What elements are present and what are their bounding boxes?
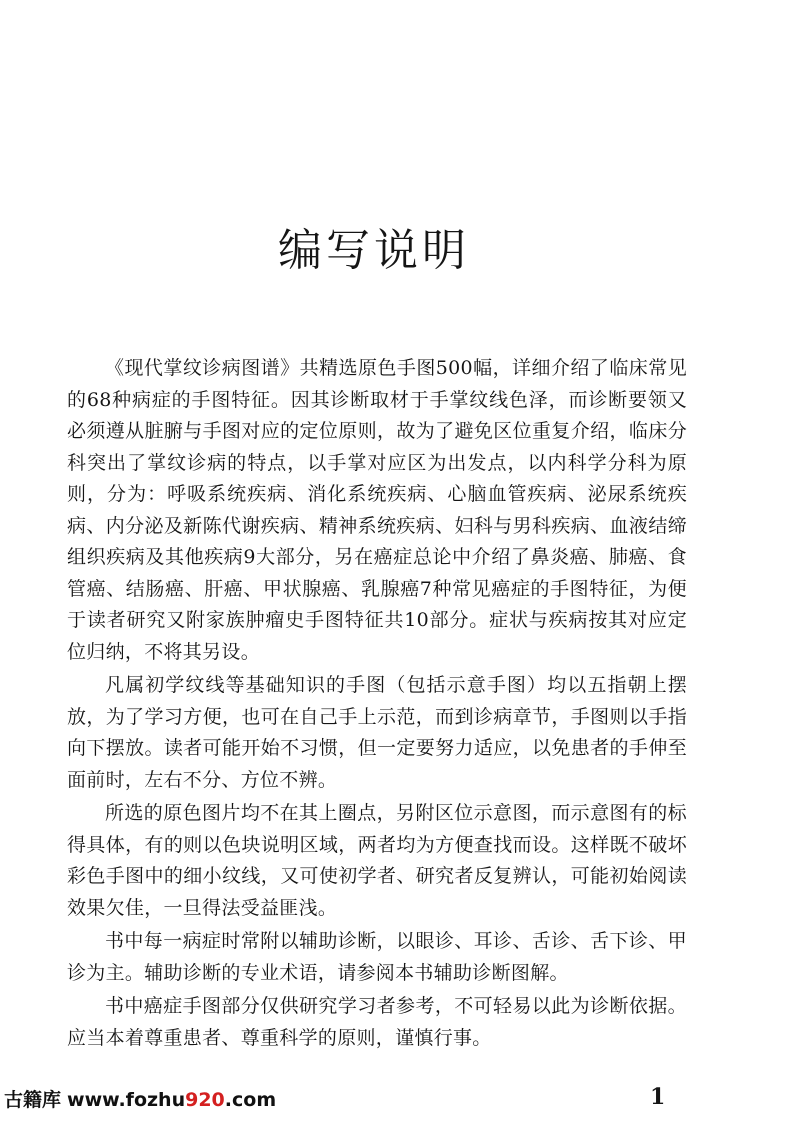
watermark-url-suffix: .com [224, 1089, 277, 1111]
page-number: 1 [650, 1084, 666, 1110]
paragraph-intro: 《现代掌纹诊病图谱》共精选原色手图500幅，详细介绍了临床常见的68种病症的手图特征。因其诊断取材于手掌纹线色泽，而诊断要领又必须遵从脏腑与手图对应的定位原则，故为了避免区位重复介绍，临床分科突出了掌纹诊病的特点，以手掌对应区为出发点，以内科学分科为原则，分为：呼吸系统疾病、消化系统疾病、心脑血管疾病、泌尿系统疾病、内分泌及新陈代谢疾病、精神系统疾病、妇科与男科疾病、血液结缔组织疾病及其他疾病9大部分，另在癌症总论中介绍了鼻炎癌、肺癌、食管癌、结肠癌、肝癌、甲状腺癌、乳腺癌7种常见癌症的手图特征，为便于读者研究又附家族肿瘤史手图特征共10部分。症状与疾病按其对应定位归纳，不将其另设。 [67, 357, 687, 663]
paragraph-auxiliary-diagnosis: 书中每一病症时常附以辅助诊断，以眼诊、耳诊、舌诊、舌下诊、甲诊为主。辅助诊断的专业术语，请参阅本书辅助诊断图解。 [67, 930, 687, 984]
page-title: 编写说明 [278, 225, 470, 276]
watermark-site-name: 古籍库 [4, 1089, 62, 1111]
paragraph-image-marking: 所选的原色图片均不在其上圈点，另附区位示意图，而示意图有的标得具体，有的则以色块说明区域，两者均为方便查找而设。这样既不破坏彩色手图中的细小纹线，又可使初学者、研究者反复辨认，可能初始阅读效果欠佳，一旦得法受益匪浅。 [67, 802, 687, 919]
paragraph-cancer-disclaimer: 书中癌症手图部分仅供研究学习者参考，不可轻易以此为诊断依据。应当本着尊重患者、尊重科学的原则，谨慎行事。 [67, 995, 687, 1049]
site-watermark [4, 1085, 276, 1112]
watermark-url-highlight: 920 [185, 1089, 225, 1111]
body-text [67, 353, 687, 1054]
watermark-url-prefix: www.fozhu [67, 1089, 186, 1111]
paragraph-hand-orientation: 凡属初学纹线等基础知识的手图（包括示意手图）均以五指朝上摆放，为了学习方便，也可在自己手上示范，而到诊病章节，手图则以手指向下摆放。读者可能开始不习惯，但一定要努力适应，以免患者的手伸至面前时，左右不分、方位不辨。 [67, 674, 687, 791]
